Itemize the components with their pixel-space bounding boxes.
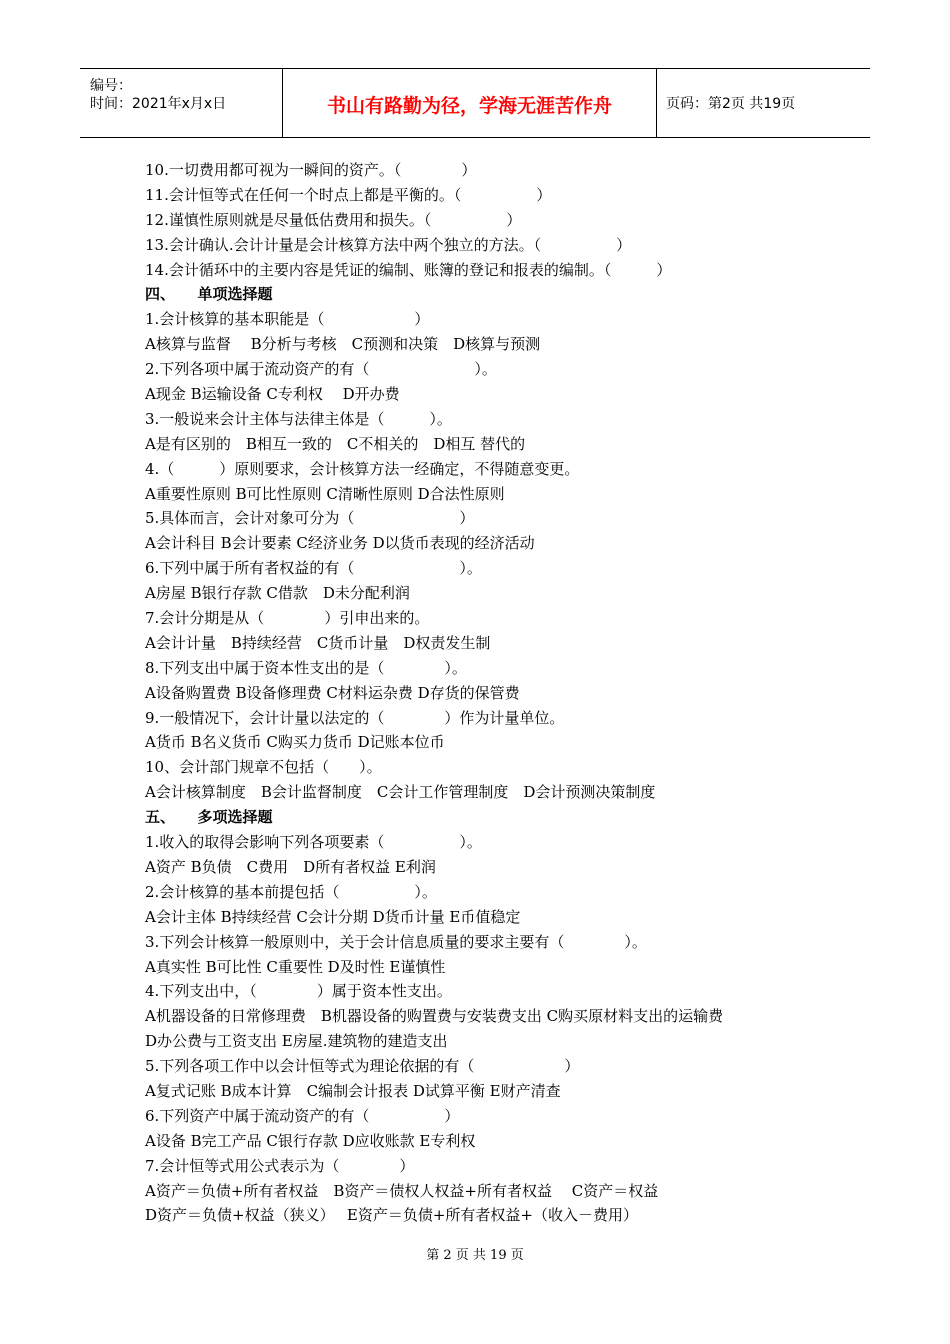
header-meta-cell (80, 69, 283, 137)
text-line: A会计主体 B持续经营 C会计分期 D货币计量 E币值稳定 (145, 907, 521, 926)
text-line: A房屋 B银行存款 C借款 D未分配利润 (145, 584, 410, 603)
text-line: 14.会计循环中的主要内容是凭证的编制、账簿的登记和报表的编制。（ ） (145, 260, 672, 279)
section-heading: 四、 单项选择题 (145, 285, 273, 304)
text-line: 5.下列各项工作中以会计恒等式为理论依据的有（ ） (145, 1057, 580, 1076)
document-body (145, 158, 845, 1228)
text-line: 1.会计核算的基本职能是（ ） (145, 310, 430, 329)
text-line: 13.会计确认.会计计量是会计核算方法中两个独立的方法。（ ） (145, 235, 632, 254)
text-line: A核算与监督 B分析与考核 C预测和决策 D核算与预测 (145, 335, 541, 354)
page-info: 页码：第2页 共19页 (666, 96, 796, 112)
text-line: A是有区别的 B相互一致的 C不相关的 D相互 替代的 (145, 434, 526, 453)
text-line: 1.收入的取得会影响下列各项要素（ ）。 (145, 833, 482, 852)
text-line: A资产＝负债+所有者权益 B资产＝债权人权益+所有者权益 C资产＝权益 (145, 1181, 659, 1200)
text-line: 2.下列各项中属于流动资产的有（ ）。 (145, 360, 497, 379)
text-line: 7.会计分期是从（ ）引申出来的。 (145, 609, 430, 628)
header-motto-cell (283, 69, 657, 137)
time-line: 时间：2021年x月x日 (90, 96, 227, 112)
page-footer: 第 2 页 共 19 页 (426, 1248, 524, 1263)
text-line: D办公费与工资支出 E房屋.建筑物的建造支出 (145, 1032, 448, 1051)
text-line: A会计科目 B会计要素 C经济业务 D以货币表现的经济活动 (145, 534, 535, 553)
code-label: 编号： (90, 78, 132, 94)
section-heading: 五、 多项选择题 (145, 808, 273, 827)
text-line: 7.会计恒等式用公式表示为（ ） (145, 1156, 415, 1175)
text-line: 6.下列资产中属于流动资产的有（ ） (145, 1106, 460, 1125)
text-line: 11.会计恒等式在任何一个时点上都是平衡的。（ ） (145, 185, 552, 204)
text-line: 4.下列支出中，（ ）属于资本性支出。 (145, 982, 452, 1001)
text-line: 6.下列中属于所有者权益的有（ ）。 (145, 559, 482, 578)
text-line: 8.下列支出中属于资本性支出的是（ ）。 (145, 658, 467, 677)
text-line: A会计核算制度 B会计监督制度 C会计工作管理制度 D会计预测决策制度 (145, 783, 656, 802)
text-line: A复式记账 B成本计算 C编制会计报表 D试算平衡 E财产清查 (145, 1081, 561, 1100)
page-header (80, 68, 870, 138)
text-line: A重要性原则 B可比性原则 C清晰性原则 D合法性原则 (145, 484, 505, 503)
text-line: D资产＝负债+权益（狭义） E资产＝负债+所有者权益+（收入－费用） (145, 1206, 638, 1225)
motto: 书山有路勤为径，学海无涯苦作舟 (326, 95, 612, 117)
text-line: 9.一般情况下，会计计量以法定的（ ）作为计量单位。 (145, 708, 565, 727)
text-line: 3.下列会计核算一般原则中，关于会计信息质量的要求主要有（ ）。 (145, 932, 647, 951)
text-line: 5.具体而言，会计对象可分为（ ） (145, 509, 475, 528)
text-line: A设备购置费 B设备修理费 C材料运杂费 D存货的保管费 (145, 683, 520, 702)
text-line: A货币 B名义货币 C购买力货币 D记账本位币 (145, 733, 445, 752)
text-line: A真实性 B可比性 C重要性 D及时性 E谨慎性 (145, 957, 446, 976)
text-line: 10.一切费用都可视为一瞬间的资产。（ ） (145, 161, 477, 179)
text-line: 3.一般说来会计主体与法律主体是（ ）。 (145, 409, 452, 428)
text-line: 10、会计部门规章不包括（ ）。 (145, 758, 382, 777)
text-line: A设备 B完工产品 C银行存款 D应收账款 E专利权 (145, 1131, 476, 1150)
text-line: 2.会计核算的基本前提包括（ ）。 (145, 882, 437, 901)
text-line: A资产 B负债 C费用 D所有者权益 E利润 (145, 857, 436, 876)
text-line: A现金 B运输设备 C专利权 D开办费 (145, 385, 400, 404)
text-line: 4.（ ）原则要求，会计核算方法一经确定，不得随意变更。 (145, 459, 580, 478)
text-line: A机器设备的日常修理费 B机器设备的购置费与安装费支出 C购买原材料支出的运输费 (145, 1007, 724, 1026)
text-line: A会计计量 B持续经营 C货币计量 D权责发生制 (145, 633, 491, 652)
text-line: 12.谨慎性原则就是尽量低估费用和损失。（ ） (145, 210, 522, 229)
